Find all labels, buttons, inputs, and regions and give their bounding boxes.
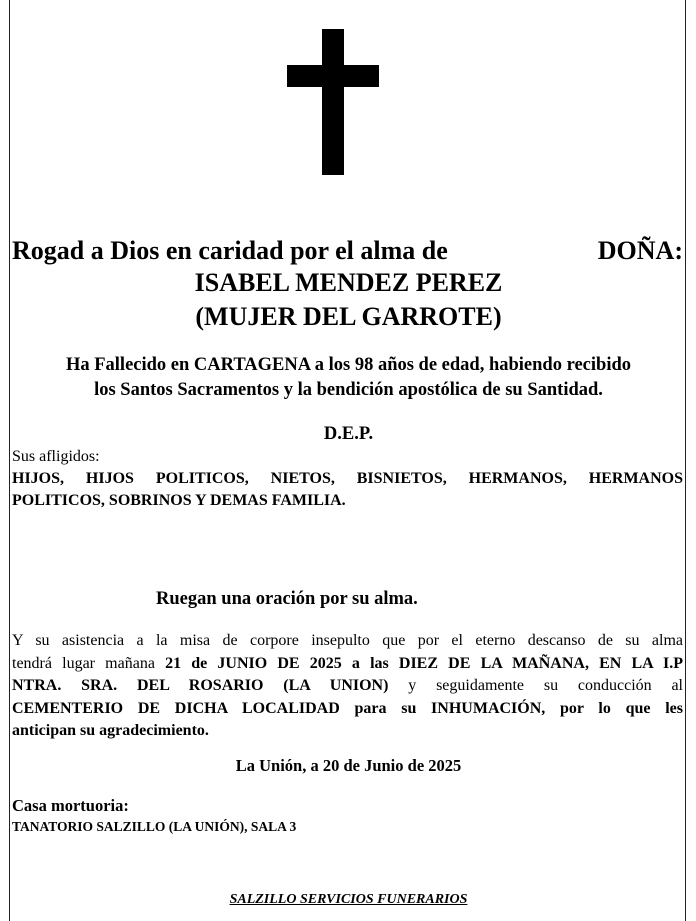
funeral-home-label: Casa mortuoria: (12, 796, 129, 815)
deceased-alias: (MUJER DEL GARROTE) (195, 302, 502, 331)
mass-line-3 (12, 675, 683, 698)
funeral-services-signature (10, 892, 687, 908)
announcement-line-1: Ha Fallecido en CARTAGENA a los 98 años de edad, habiendo recibido (65, 355, 632, 375)
announcement-line-2: los Santos Sacramentos y la bendición apostólica de su Santidad. (94, 380, 603, 400)
mourners-line-1: HIJOS, HIJOS POLITICOS, NIETOS, BISNIETOS, HERMANOS, HERMANOS (12, 470, 683, 487)
mass-line-2-text: tendrá lugar mañana (12, 654, 166, 672)
intro-line (12, 236, 683, 266)
mass-church: NTRA. SRA. DEL ROSARIO (LA UNION) (12, 677, 389, 694)
mass-datetime: 21 de JUNIO DE 2025 a las DIEZ DE LA MAÑANA, EN LA I.P (165, 654, 683, 672)
funeral-home-value: TANATORIO SALZILLO (LA UNIÓN), SALA 3 (12, 819, 297, 834)
death-announcement (10, 353, 687, 403)
mass-line-5: anticipan su agradecimiento. (12, 722, 209, 739)
honorific-title: DOÑA: (597, 236, 683, 265)
mourners-line-2: POLITICOS, SOBRINOS Y DEMAS FAMILIA. (12, 492, 346, 509)
prayer-request: Ruegan una oración por su alma. (156, 589, 418, 609)
deceased-name: ISABEL MENDEZ PEREZ (194, 268, 503, 297)
mass-paragraph (12, 630, 683, 743)
mass-line-2 (12, 653, 683, 676)
mourners-label: Sus afligidos: (12, 448, 100, 465)
latin-cross-icon (287, 29, 379, 175)
obituary-page (9, 0, 686, 921)
mourners-list (12, 468, 683, 512)
date-line: La Unión, a 20 de Junio de 2025 (235, 756, 462, 775)
mass-line-4: CEMENTERIO DE DICHA LOCALIDAD para su INHUMACIÓN, por lo que les (12, 699, 683, 717)
mass-line-3-text: y seguidamente su conducción al (388, 677, 683, 694)
mass-line-1: Y su asistencia a la misa de corpore insepulto que por el eterno descanso de su alma (12, 632, 683, 649)
signature-text: SALZILLO SERVICIOS FUNERARIOS (229, 892, 468, 907)
dep-heading: D.E.P. (323, 424, 374, 444)
intro-text: Rogad a Dios en caridad por el alma de (12, 236, 448, 265)
